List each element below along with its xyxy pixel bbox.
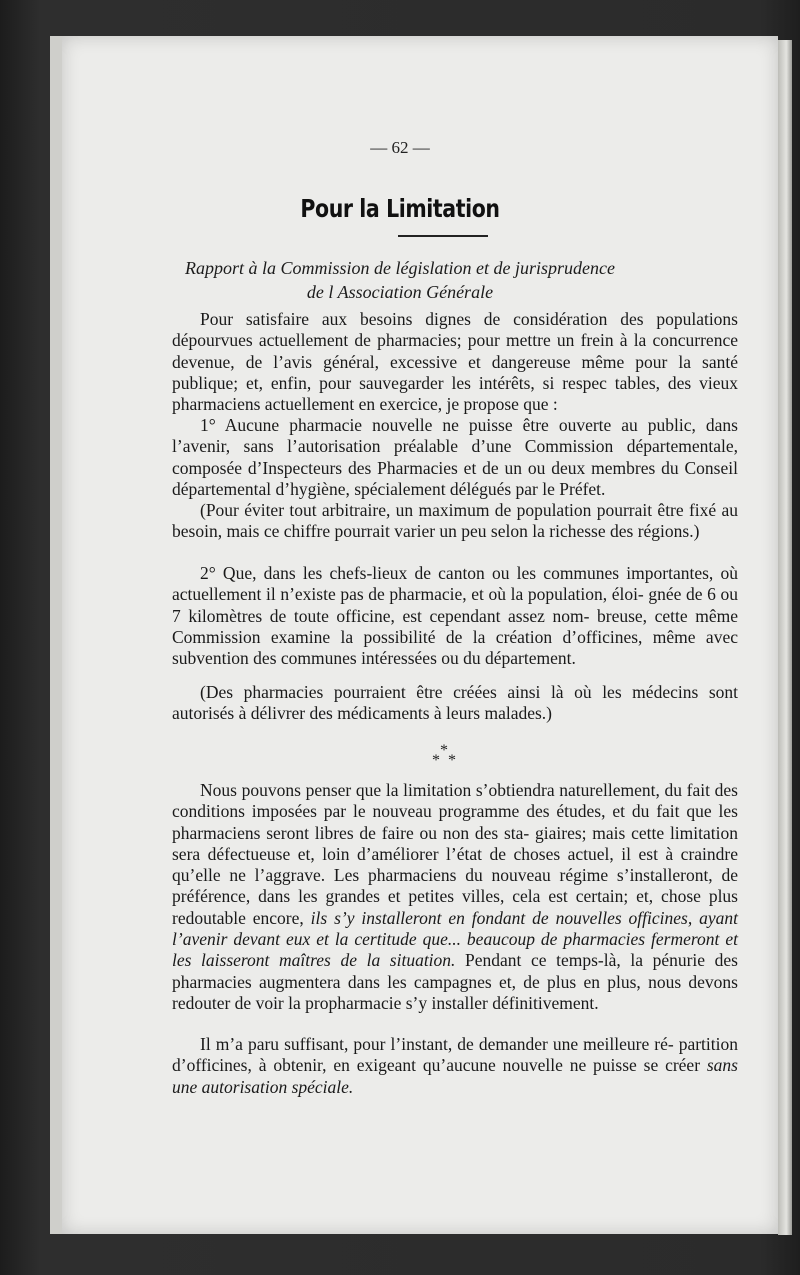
asterism (428, 742, 468, 772)
subtitle-line-1: Rapport à la Commission de législation et de jurisprudence (185, 258, 615, 278)
paragraph-3: (Pour éviter tout arbitraire, un maximum de population pourrait être fixé au besoin, mais ce chiffre pourrait varier un peu selon la richesse des régions.) (172, 500, 738, 542)
paragraph-4: 2° Que, dans les chefs-lieux de canton ou les communes importantes, où actuellement il n’existe pas de pharmacie, et où la population, éloi- gnée de 6 ou 7 kilomètres de toute officine, est cependant assez nom- breuse, cette même Commission examine la possibilité de la création d’officines, même avec subvention des communes intéressées ou du département. (172, 563, 738, 669)
paragraph-7 (172, 1034, 738, 1098)
asterism-star-right: * (448, 752, 456, 769)
paragraph-1: Pour satisfaire aux besoins dignes de considération des populations dépourvues actuellement de pharmacies; pour mettre un frein à la concurrence devenue, de l’avis général, excessive et dangereuse même pour la santé publique; et, enfin, pour sauvegarder les intérêts, si respec tables, des vieux pharmaciens actuellement en exercice, je propose que : (172, 309, 738, 415)
paragraph-6-italic: ils s’y installeront en fondant de nouvelles officines, ayant l’avenir devant eux et la certitude que... beaucoup de pharmacies fermeront et les laisseront maîtres de la situation. (172, 907, 739, 971)
asterism-star-left: * (432, 752, 440, 769)
paragraph-7-start: Il m’a paru suffisant, pour l’instant, de demander une meilleure ré- partition d’officines, à obtenir, en exigeant qu’aucune nouvelle ne puisse se créer (172, 1034, 738, 1076)
subtitle-line-2: de l Association Générale (306, 282, 494, 302)
page-title: Pour la Limitation (300, 194, 500, 223)
paragraph-6 (172, 780, 738, 1014)
paragraph-5: (Des pharmacies pourraient être créées ainsi là où les médecins sont autorisés à délivrer des médicaments à leurs malades.) (172, 682, 738, 724)
paragraph-6-end: Pendant ce temps-là, la pénurie des pharmacies augmentera dans les campagnes et, de plus en plus, nous devons redouter de voir la propharmacie s’y installer définitivement. (172, 950, 738, 1013)
page-edge (778, 40, 792, 1235)
page-number: — 62 — (370, 138, 430, 157)
paragraph-7-italic: sans une autorisation spéciale. (172, 1055, 738, 1097)
asterism-star-top: * (440, 742, 448, 759)
paragraph-6-start: Nous pouvons penser que la limitation s’obtiendra naturellement, du fait des conditions imposées par le nouveau programme des études, et du fait que les pharmaciens seront libres de faire ou non des sta- giaires; mais cette limitation sera défectueuse et, loin d’améliorer l’état de choses actuel, il est à craindre qu’elle ne l’aggrave. Les pharmaciens du nouveau régime s’installeront, de préférence, dans les grandes et petites villes, cela est certain; et, chose plus redoutable encore, (172, 780, 738, 928)
paragraph-2: 1° Aucune pharmacie nouvelle ne puisse être ouverte au public, dans l’avenir, sans l’autorisation préalable d’une Commission départementale, composée d’Inspecteurs des Pharmacies et de un ou deux membres du Conseil départemental d’hygiène, spécialement délégués par le Préfet. (172, 415, 738, 499)
title-rule (398, 235, 488, 237)
